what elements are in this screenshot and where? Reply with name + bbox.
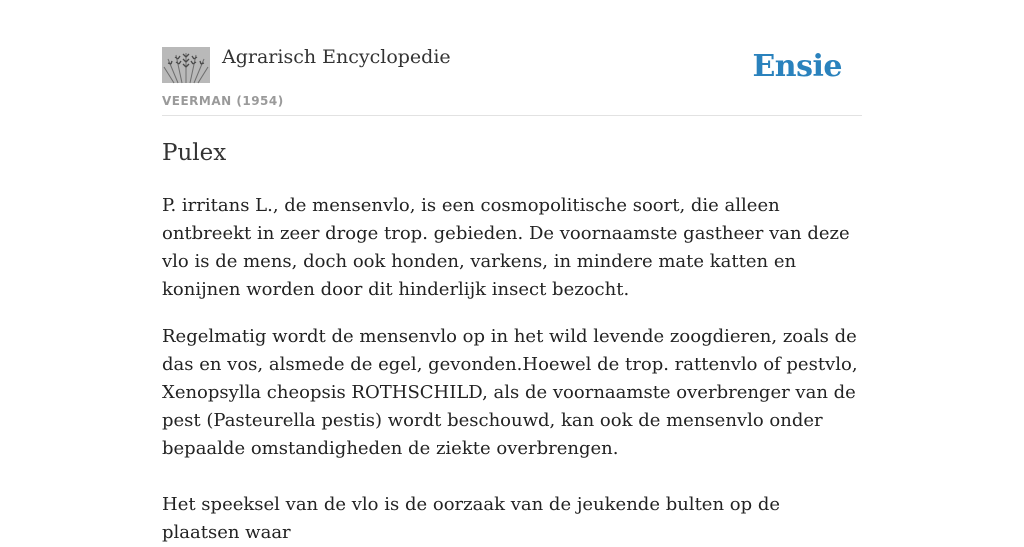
header	[162, 0, 862, 116]
article-paragraph: P. irritans L., de mensenvlo, is een cosmopolitische soort, die alleen ontbreekt in zeer droge trop. gebieden. De voornaamste gastheer van deze vlo is de mens, doch ook honden, varkens, in mindere mate katten en konijnen worden door dit hinderlijk insect bezocht.	[162, 195, 850, 300]
wheat-icon[interactable]	[162, 47, 210, 83]
book-meta: VEERMAN (1954)	[162, 94, 284, 108]
article-paragraph: Regelmatig wordt de mensenvlo op in het wild levende zoogdieren, zoals de das en vos, alsmede de egel, gevonden.Hoewel de trop. rattenvlo of pestvlo, Xenopsylla cheopsis ROTHSCHILD, als de voornaamste overbrenger van de pest (Pasteurella pestis) wordt beschouwd, kan ook de mensenvlo onder bepaalde omstandigheden de ziekte overbrengen.	[162, 326, 858, 459]
article-paragraph: Het speeksel van de vlo is de oorzaak van de jeukende bulten op de plaatsen waar	[162, 494, 781, 543]
article-title: Pulex	[162, 140, 227, 166]
article-body	[162, 192, 862, 547]
ensie-logo[interactable]: Ensie	[752, 49, 842, 84]
content-container	[162, 0, 862, 543]
book-title[interactable]: Agrarisch Encyclopedie	[222, 46, 451, 68]
